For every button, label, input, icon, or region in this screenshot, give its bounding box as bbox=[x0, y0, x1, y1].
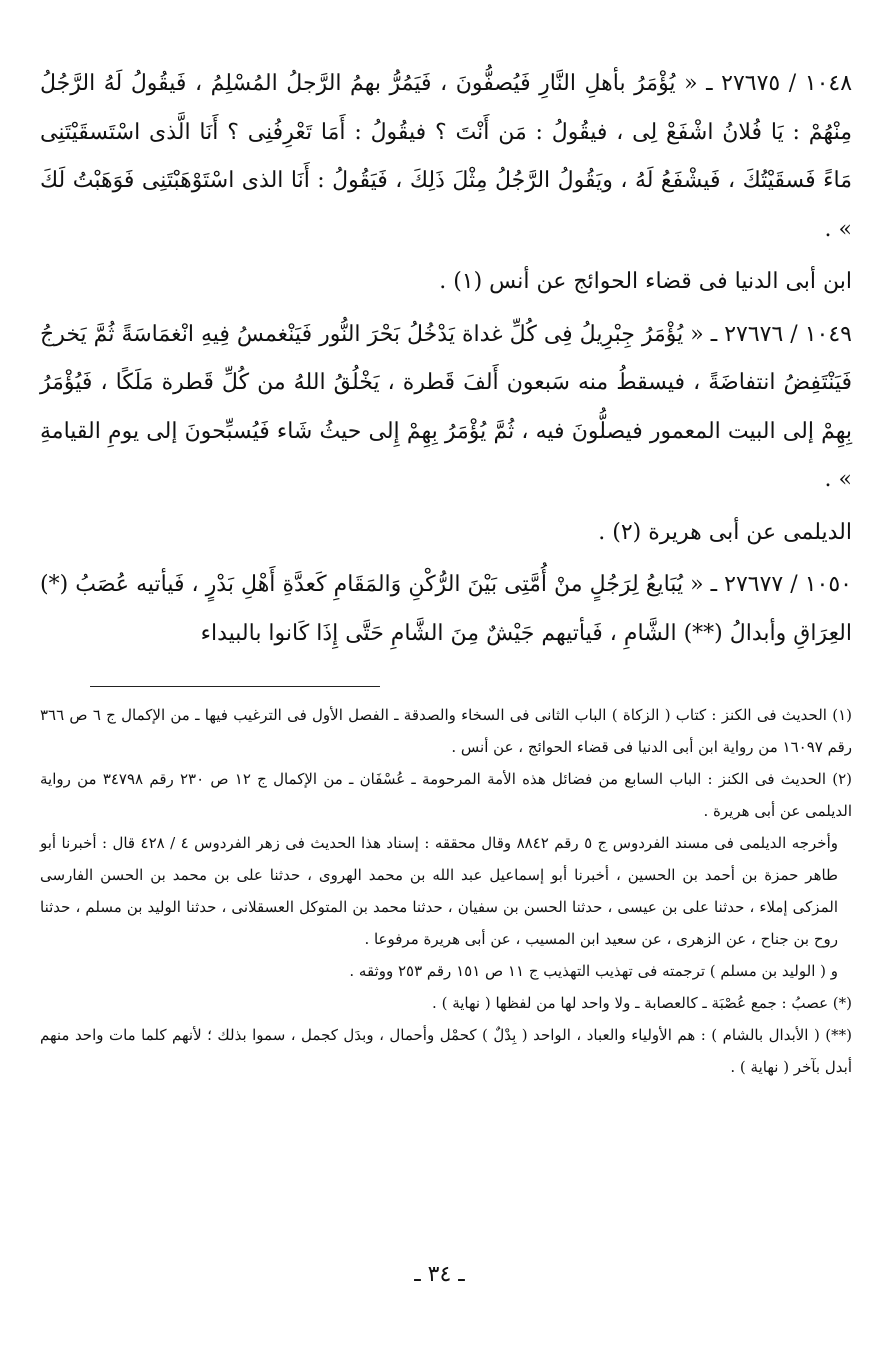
footnote-divider bbox=[90, 686, 380, 687]
footnote-1: (١) الحديث فى الكنز : كتاب ( الزكاة ) الباب الثانى فى السخاء والصدقة ـ الفصل الأول فى الترغيب فيها ـ من الإكمال ج ٦ ص ٣٦٦ رقم ١٦٠٩٧ من رواية ابن أبى الدنيا فى قضاء الحوائج ، عن أنس . bbox=[40, 706, 853, 756]
main-text bbox=[40, 60, 852, 658]
page bbox=[40, 60, 852, 1083]
hadith-1048: ١٠٤٨ / ٢٧٦٧٥ ـ « يُؤْمَرُ بأهلِ النَّارِ فَيُصفُّونَ ، فَيَمُرُّ بهمُ الرَّجلُ المُسْلِمُ ، فَيقُولُ لَهُ الرَّجُلُ مِنْهُمْ : يَا فُلانُ اشْفَعْ لِى ، فيقُولُ : مَن أَنْتَ ؟ فيقُولُ : أَمَا تَعْرِفُنِى ؟ أَنَا الَّذى اسْتَسقَيْتَنِى مَاءً فَسقَيْتُكَ ، فَيشْفَعُ لَهُ ، ويَقُولُ الرَّجُلُ مِثْلَ ذَلِكَ ، فَيَقُولُ : أَنَا الذى اسْتَوْهَبْتَنِى فَوَهَبْتُ لَكَ » . bbox=[40, 71, 853, 242]
footnote-2: (٢) الحديث فى الكنز : الباب السابع من فضائل هذه الأمة المرحومة ـ عُسْفَان ـ من الإكمال ج ١٢ ص ٢٣٠ رقم ٣٤٧٩٨ من رواية الديلمى عن أبى هريرة . bbox=[40, 770, 852, 820]
page-number: ـ ٣٤ ـ bbox=[414, 1262, 465, 1287]
source-line-1048: ابن أبى الدنيا فى قضاء الحوائج عن أنس (١) . bbox=[439, 269, 852, 294]
hadith-1049: ١٠٤٩ / ٢٧٦٧٦ ـ « يُؤْمَرُ جِبْرِيلُ فِى كُلِّ غداة يَدْخُلُ بَحْرَ النُّور فَيَنْغمسُ فِيهِ انْغمَاسَةً ثُمَّ يَخرجُ فَيَنْتَفِضُ انتفاضَةً ، فيسقطُ منه سَبعون أَلفَ قَطرة ، يَخْلُقُ اللهُ من كُلِّ قَطرة مَلَكًا ، فَيُؤْمَرُ بِهِمْ إلى البيت المعمور فيصلُّونَ فيه ، ثُمَّ يُؤْمَرُ بِهِمْ إِلى حيثُ شَاء فَيُسبِّحونَ إلى يومِ القيامةِ » . bbox=[40, 321, 852, 492]
footnote-2-narrator-note: و ( الوليد بن مسلم ) ترجمته فى تهذيب التهذيب ج ١١ ص ١٥١ رقم ٢٥٣ ووثقه . bbox=[349, 962, 838, 980]
source-line-1049: الديلمى عن أبى هريرة (٢) . bbox=[598, 519, 852, 545]
hadith-1050: ١٠٥٠ / ٢٧٦٧٧ ـ « يُبَايعُ لِرَجُلٍ منْ أُمَّتِى بَيْنَ الرُّكْنِ وَالمَقَامِ كَعدَّةِ أَهْلِ بَدْرٍ ، فَيأتيه عُصَبُ (*) العِرَاقِ وأبدالُ (**) الشَّامِ ، فَيأتيهم جَيْشٌ مِنَ الشَّامِ حَتَّى إِذَا كَانوا بالبيداء bbox=[40, 572, 852, 646]
footnote-2-continuation: وأخرجه الديلمى فى مسند الفردوس ج ٥ رقم ٨٨٤٢ وقال محققه : إسناد هذا الحديث فى زهر الفردوس ٤ / ٤٢٨ قال : أخبرنا أبو طاهر حمزة بن أحمد بن الحسين ، أخبرنا أبو إسماعيل عبد الله بن محمد الهروى ، حدثنا على بن محمد بن الحسن الفارسى المزكى إملاء ، حدثنا على بن عيسى ، حدثنا الحسن بن سفيان ، حدثنا محمد بن المتوكل العسقلانى ، حدثنا الوليد بن مسلم ، حدثنا روح بن جناح ، عن الزهرى ، عن سعيد ابن المسيب ، عن أبى هريرة مرفوعا . bbox=[40, 834, 838, 948]
footnote-double-star: (**) ( الأبدال بالشام ) : هم الأولياء والعباد ، الواحد ( بِدْلٌ ) كحمْل وأحمال ، وبدَل كجمل ، سموا بذلك ؛ لأنهم كلما مات واحد منهم أبدل بآخر ( نهاية ) . bbox=[40, 1026, 852, 1076]
footnote-star: (*) عصبُ : جمع عُصْبَة ـ كالعصابة ـ ولا واحد لها من لفظها ( نهاية ) . bbox=[432, 994, 852, 1012]
footnotes bbox=[40, 699, 852, 1083]
